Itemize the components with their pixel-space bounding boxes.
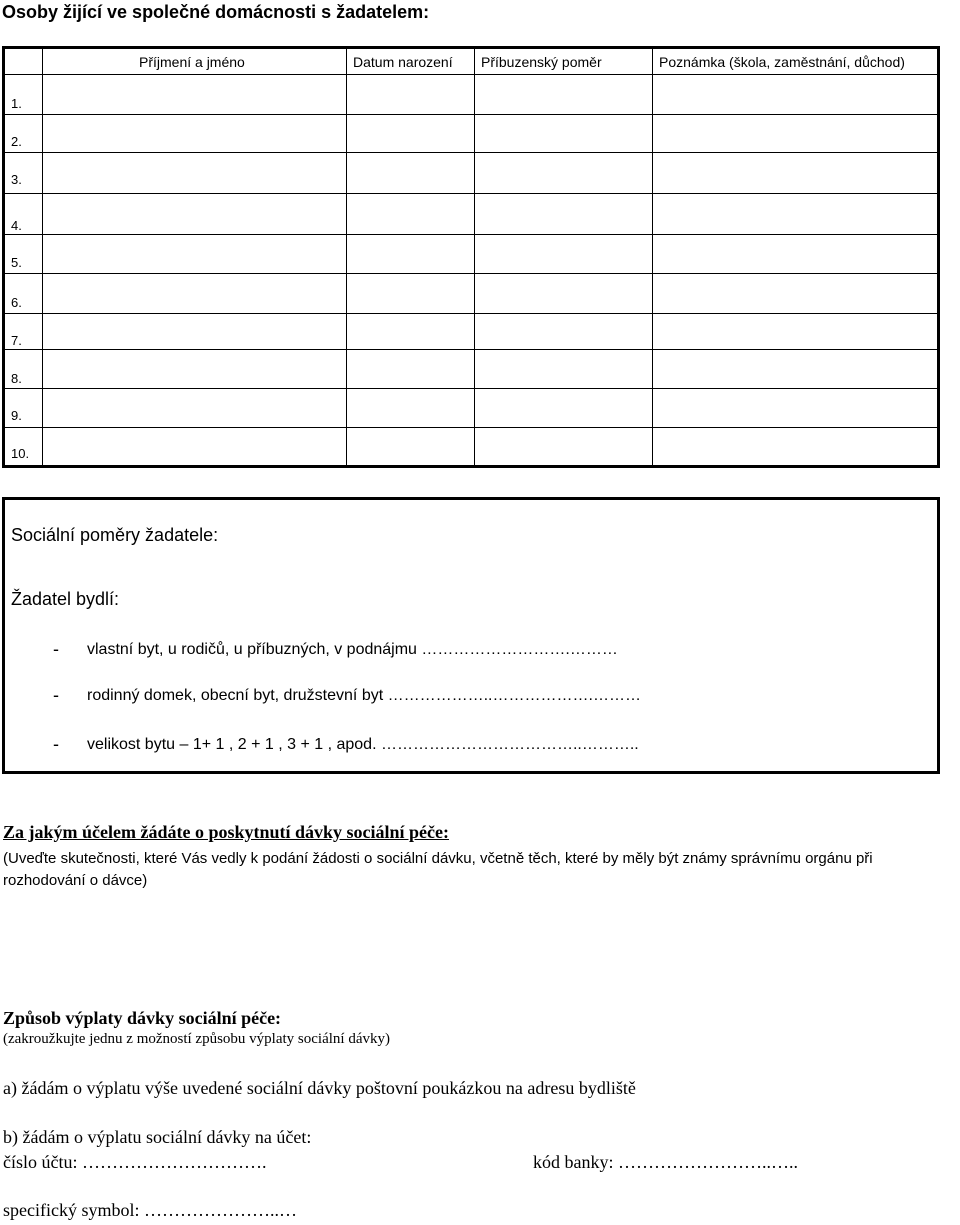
row-number: 4. [11,218,22,233]
household-title: Osoby žijící ve společné domácnosti s žadatelem: [2,2,430,22]
social-title: Sociální poměry žadatele: [11,525,219,545]
row-number: 1. [11,96,22,111]
social-conditions-box [2,497,940,774]
payment-note: (zakroužkujte jednu z možností způsobu výplaty sociální dávky) [3,1031,390,1047]
col-header-relation: Příbuzenský poměr [481,54,602,70]
row-number: 5. [11,255,22,270]
housing-option-house: rodinný domek, obecní byt, družstevní byt ………………..……………….……… [87,687,641,704]
list-dash: - [53,639,59,659]
row-number: 9. [11,408,22,423]
purpose-note: (Uveďte skutečnosti, které Vás vedly k podání žádosti o sociální dávku, včetně těch, které by měly být známy správnímu orgánu při rozhodování o dávce) [3,850,873,889]
row-number: 2. [11,134,22,149]
payment-option-a[interactable]: a) žádám o výplatu výše uvedené sociální dávky poštovní poukázkou na adresu bydliště [3,1078,636,1098]
row-number: 3. [11,172,22,187]
specific-symbol-field[interactable]: specifický symbol: …………………..… [3,1200,297,1220]
payment-title: Způsob výplaty dávky sociální péče: [3,1008,282,1028]
list-dash: - [53,685,59,705]
account-number-field[interactable]: číslo účtu: …………………………. [3,1152,267,1172]
payment-option-b[interactable]: b) žádám o výplatu sociální dávky na účet: [3,1127,312,1147]
col-header-name: Příjmení a jméno [139,54,245,70]
social-subtitle: Žadatel bydlí: [11,589,120,609]
col-header-birthdate: Datum narození [353,54,453,70]
housing-option-size: velikost bytu – 1+ 1 , 2 + 1 , 3 + 1 , apod. ………………………………..……….. [87,736,639,753]
row-number: 10. [11,446,30,461]
row-number: 8. [11,371,22,386]
purpose-title: Za jakým účelem žádáte o poskytnutí dávky sociální péče: [3,822,450,842]
housing-option-flat: vlastní byt, u rodičů, u příbuzných, v podnájmu ……………………….……… [87,641,618,658]
bank-code-field[interactable]: kód banky: ……………………..….. [533,1152,798,1172]
col-header-note: Poznámka (škola, zaměstnání, důchod) [659,54,905,70]
row-number: 7. [11,333,22,348]
household-table [2,46,940,468]
list-dash: - [53,734,59,754]
row-number: 6. [11,295,22,310]
